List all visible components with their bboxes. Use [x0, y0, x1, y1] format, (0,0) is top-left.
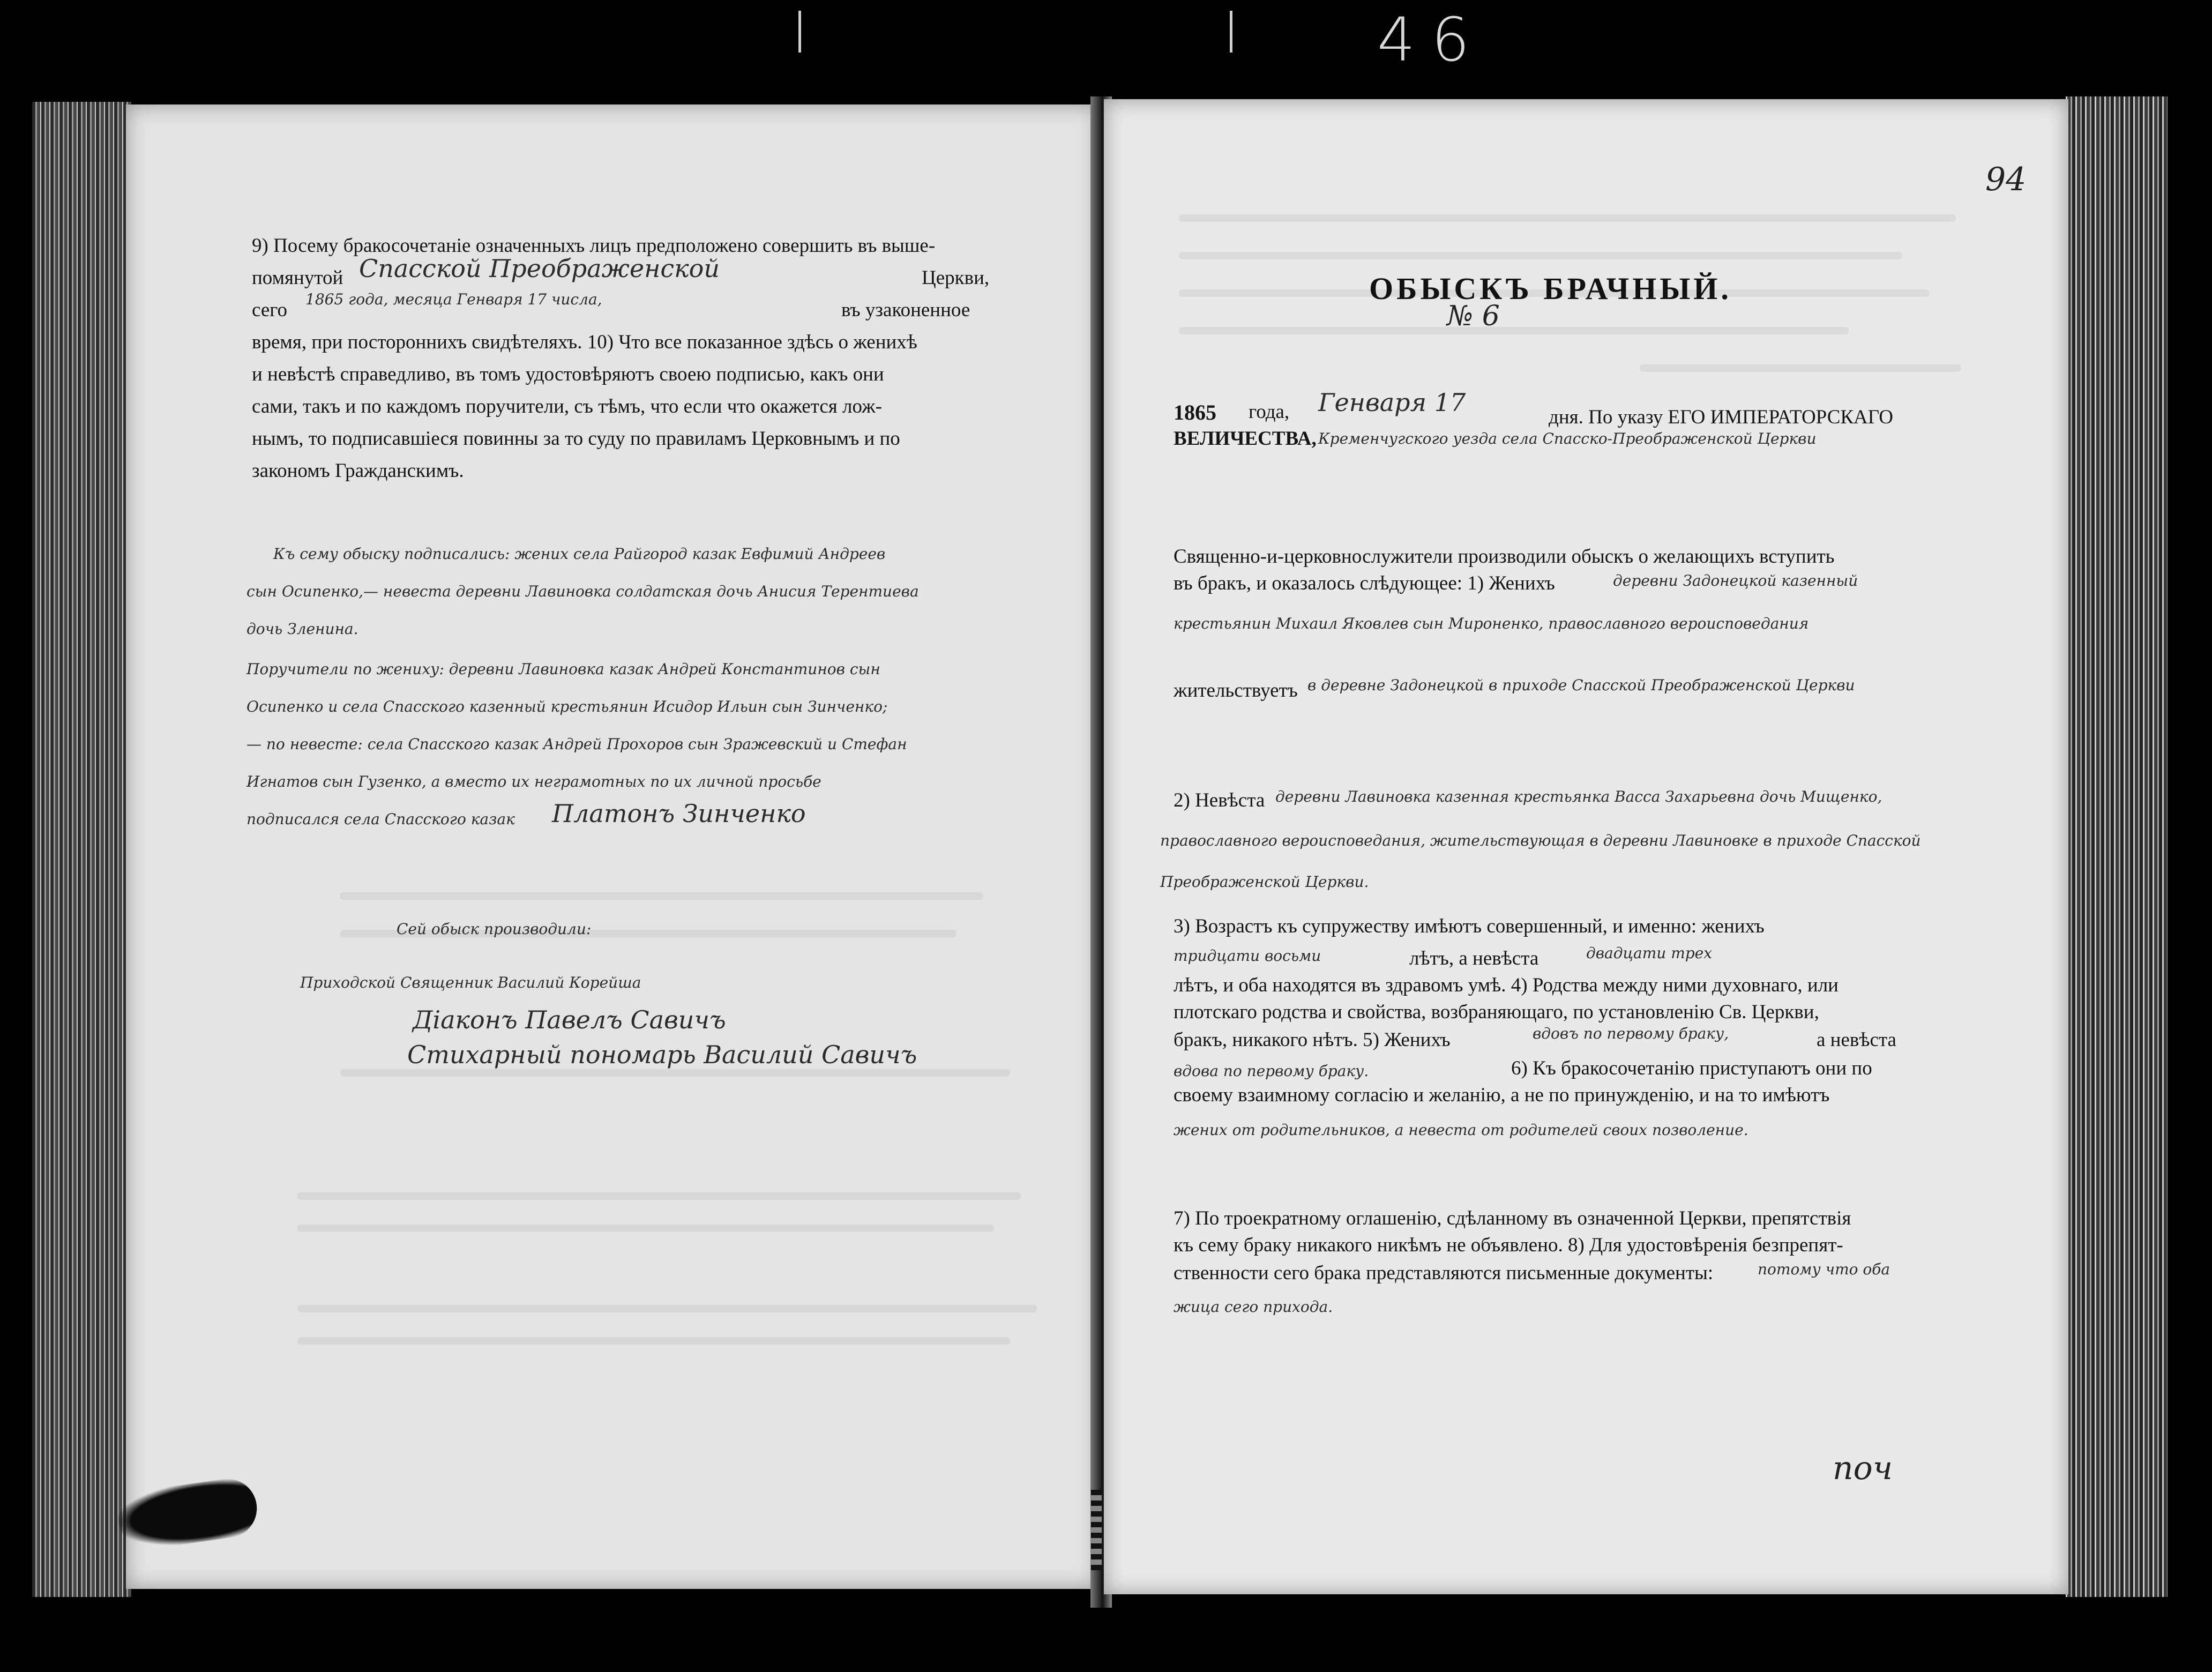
- handwritten-bride-age: двадцати трех: [1586, 944, 1713, 962]
- printed-line: закономъ Гражданскимъ.: [252, 460, 464, 482]
- printed-line: лѣтъ, и оба находятся въ здравомъ умѣ. 4) Родства между ними духовнаго, или: [1174, 974, 1839, 996]
- bleed-through-shadow: [1640, 364, 1961, 372]
- handwritten-bride-status: вдова по первому браку.: [1174, 1062, 1369, 1080]
- handwritten-line: Осипенко и села Спасского казенный крестьянин Исидор Ильин сын Зинченко;: [246, 698, 888, 715]
- handwritten-line: дочь Зленина.: [246, 620, 358, 638]
- document-title: ОБЫСКЪ БРАЧНЫЙ.: [1369, 271, 1732, 306]
- residence-label: жительствуетъ: [1174, 680, 1298, 701]
- handwritten-date-month: Генваря 17: [1318, 388, 1466, 417]
- printed-line: сами, такъ и по каждомъ поручители, съ тѣмъ, что если что окажется лож-: [252, 395, 882, 417]
- handwritten-documents: жица сего прихода.: [1174, 1298, 1333, 1316]
- printed-line: 9) Посему бракосочетаніе означенныхъ лицъ предположено совершить въ выше-: [252, 235, 936, 257]
- printed-line: въ бракъ, и оказалось слѣдующее: 1) Женихъ: [1174, 572, 1555, 594]
- handwritten-bride: Преображенской Церкви.: [1160, 873, 1369, 891]
- bride-label: 2) Невѣста: [1174, 789, 1265, 811]
- handwritten-consent: жених от родительников, а невеста от родителей своих позволение.: [1174, 1121, 1748, 1139]
- clergy-heading: Сей обыск производили:: [397, 920, 592, 938]
- printed-line: лѣтъ, а невѣста: [1409, 947, 1539, 969]
- handwritten-parish: Кременчугского уезда села Спасско-Преображенской Церкви: [1318, 430, 1817, 447]
- book-page-edge-left: [32, 102, 131, 1597]
- clergy-signature-priest: Приходской Священник Василий Корейша: [300, 974, 641, 991]
- printed-line: помянутой: [252, 267, 343, 289]
- printed-line: а невѣста: [1817, 1029, 1896, 1051]
- printed-line: нымъ, то подписавшіеся повинны за то суду по правиламъ Церковнымъ и по: [252, 428, 900, 450]
- handwritten-groom: крестьянин Михаил Яковлев сын Мироненко, православного вероисповедания: [1174, 615, 1809, 632]
- printed-line: Священно-и-церковнослужители производили обыскъ о желающихъ вступить: [1174, 546, 1835, 568]
- handwritten-line: Игнатов сын Гузенко, а вместо их неграмотных по их личной просьбе: [246, 773, 821, 790]
- printed-line: 6) Къ бракосочетанію приступаютъ они по: [1511, 1057, 1872, 1079]
- printed-line: сего: [252, 299, 288, 321]
- bleed-through-shadow: [1179, 327, 1849, 334]
- printed-line: 3) Возрастъ къ супружеству имѣютъ совершенный, и именно: женихъ: [1174, 915, 1765, 937]
- handwritten-bride: деревни Лавиновка казенная крестьянка Васса Захарьевна дочь Мищенко,: [1275, 788, 1882, 805]
- handwritten-groom-age: тридцати восьми: [1174, 947, 1321, 965]
- handwritten-church-name: Спасской Преображенской: [359, 254, 720, 283]
- book-page-edge-right: [2066, 96, 2168, 1597]
- printed-line: бракъ, никакого нѣтъ. 5) Женихъ: [1174, 1029, 1451, 1051]
- margin-tick-mark: [1230, 11, 1232, 53]
- printed-line: плотскаго родства и свойства, возбраняющаго, по установленію Св. Церкви,: [1174, 1001, 1819, 1023]
- printed-line: въ узаконенное: [841, 299, 970, 321]
- margin-tick-mark: [798, 11, 801, 53]
- bleed-through-shadow: [297, 1192, 1021, 1200]
- printed-line: своему взаимному согласію и желанію, а не по принужденію, и на то имѣютъ: [1174, 1084, 1830, 1106]
- handwritten-date: 1865 года, месяца Генваря 17 числа,: [305, 290, 602, 308]
- printed-line: время, при постороннихъ свидѣтеляхъ. 10) Что все показанное здѣсь о женихѣ: [252, 331, 917, 353]
- date-label: года,: [1249, 401, 1290, 423]
- majesty-label: ВЕЛИЧЕСТВА,: [1174, 428, 1317, 450]
- handwritten-line: Къ сему обыску подписались: жених села Райгород казак Евфимий Андреев: [273, 545, 886, 563]
- printed-line: 7) По троекратному оглашенію, сдѣланному въ означенной Церкви, препятствія: [1174, 1207, 1851, 1229]
- page-number: 94: [1985, 161, 2027, 198]
- bleed-through-shadow: [297, 1225, 994, 1232]
- handwritten-line: сын Осипенко,— невеста деревни Лавиновка солдатская дочь Анисия Терентиева: [246, 583, 919, 600]
- clergy-signature-sexton: Стихарный пономарь Василий Савичъ: [407, 1040, 917, 1069]
- handwritten-line: Поручители по жениху: деревни Лавиновка казак Андрей Константинов сын: [246, 660, 880, 678]
- handwritten-mark: поч: [1833, 1450, 1893, 1487]
- handwritten-bride: православного вероисповедания, жительствующая в деревни Лавиновке в приходе Спасской: [1160, 832, 1921, 849]
- archive-number: 46: [1377, 5, 1486, 75]
- bleed-through-shadow: [1179, 214, 1956, 222]
- printed-line: и невѣстѣ справедливо, въ томъ удостовѣряютъ своею подписью, какъ они: [252, 363, 884, 385]
- clergy-signature-deacon: Діаконъ Павелъ Савичъ: [413, 1005, 726, 1034]
- bleed-through-shadow: [340, 1069, 1010, 1077]
- bleed-through-shadow: [297, 1305, 1037, 1312]
- date-day-label: дня. По указу ЕГО ИМПЕРАТОРСКАГО: [1549, 406, 1893, 428]
- bleed-through-shadow: [297, 1337, 1010, 1345]
- signature-platon-zinchenko: Платонъ Зинченко: [552, 799, 806, 828]
- record-number: № 6: [1447, 300, 1500, 332]
- handwritten-groom-status: вдовъ по первому браку,: [1533, 1025, 1729, 1042]
- bleed-through-shadow: [340, 892, 983, 900]
- handwritten-groom: деревни Задонецкой казенный: [1613, 572, 1858, 589]
- left-page: [126, 104, 1098, 1589]
- printed-line: ственности сего брака представляются письменные документы:: [1174, 1262, 1714, 1284]
- handwritten-residence: в деревне Задонецкой в приходе Спасской Преображенской Церкви: [1307, 676, 1855, 694]
- handwritten-line: — по невесте: села Спасского казак Андрей Прохоров сын Зражевский и Стефан: [246, 735, 907, 753]
- handwritten-documents: потому что оба: [1758, 1260, 1890, 1278]
- bleed-through-shadow: [1179, 252, 1902, 259]
- date-year: 1865: [1174, 400, 1216, 424]
- handwritten-line: подписался села Спасского казак: [246, 810, 515, 828]
- spine-binding-marks: [1091, 1490, 1102, 1570]
- printed-line: Церкви,: [922, 267, 990, 289]
- printed-line: къ сему браку никакого никѣмъ не объявлено. 8) Для удостовѣренія безпрепят-: [1174, 1234, 1843, 1256]
